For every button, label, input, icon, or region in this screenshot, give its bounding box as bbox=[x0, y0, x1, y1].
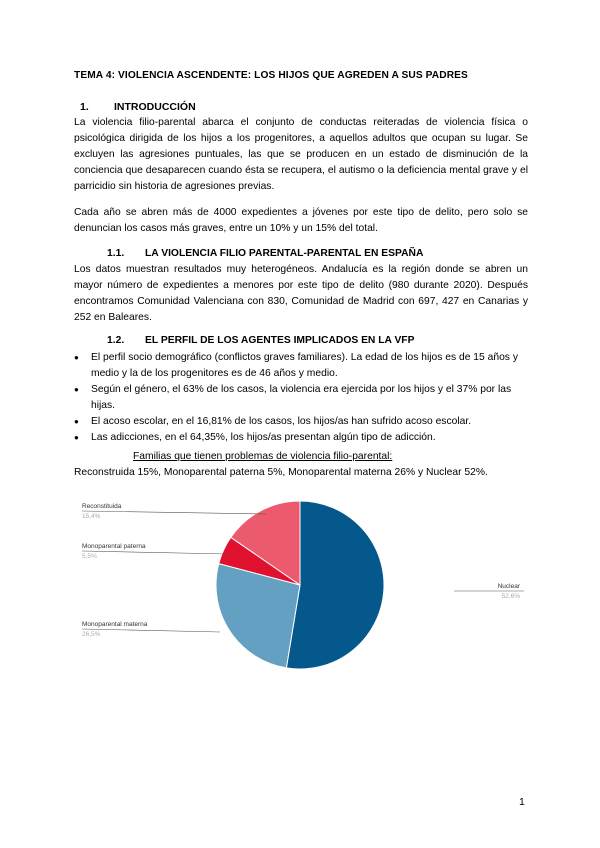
section-1-number: 1. bbox=[80, 101, 89, 113]
bullet-item-bullying: ● El acoso escolar, en el 16,81% de los casos, los hijos/as han sufrido acoso escolar. bbox=[74, 414, 528, 430]
pie-value-monoparental-paterna: 5,5% bbox=[82, 553, 97, 560]
section-1-2-heading bbox=[107, 335, 414, 346]
section-1-title: INTRODUCCIÓN bbox=[114, 101, 196, 113]
intro-paragraph: La violencia filio-parental abarca el conjunto de conductas reiteradas de violencia física o psicológica dirigida de los hijos a los progenitores, a aquellos adultos que ocupan su lugar. Se excluyen las agresiones puntuales, las que se producen en un estado de disminución de la conciencia que desaparecen cuando ésta se recupera, el autismo o la deficiencia mental grave y el parricidio sin historia de agresiones previas. bbox=[74, 117, 528, 192]
bullet-item-gender: ● Según el género, el 63% de los casos, la violencia era ejercida por los hijos y el 37% por las hijas. bbox=[74, 382, 528, 414]
section-1-2-title: EL PERFIL DE LOS AGENTES IMPLICADOS EN LA VFP bbox=[145, 335, 415, 346]
bullet-item-addictions: ● Las adicciones, en el 64,35%, los hijos/as presentan algún tipo de adicción. bbox=[74, 430, 528, 446]
pie-label-monoparental-materna: Monoparental materna bbox=[82, 621, 148, 628]
families-title: Familias que tienen problemas de violencia filio-parental: bbox=[133, 451, 393, 462]
bullet-item-sociodemographic: ● El perfil socio demográfico (conflictos graves familiares). La edad de los hijos es de 15 años y medio y la de los progenitores es de 46 años y medio. bbox=[74, 350, 528, 382]
section-1-1-heading bbox=[107, 248, 423, 259]
profile-bullet-list bbox=[74, 350, 528, 446]
document-title: TEMA 4: VIOLENCIA ASCENDENTE: LOS HIJOS QUE AGREDEN A SUS PADRES bbox=[74, 70, 468, 81]
expedientes-paragraph: Cada año se abren más de 4000 expedientes a jóvenes por este tipo de delito, pero solo se denuncian los casos más graves, entre un 10% y un 15% del total. bbox=[74, 207, 528, 234]
pie-label-monoparental-paterna: Monoparental paterna bbox=[82, 543, 146, 550]
pie-leader-line-monoparental-paterna bbox=[82, 551, 228, 554]
pie-value-monoparental-materna: 26,5% bbox=[82, 631, 101, 638]
section-1-heading bbox=[80, 101, 196, 113]
pie-slice-nuclear bbox=[286, 501, 384, 669]
spain-paragraph: Los datos muestran resultados muy heterogéneos. Andalucía es la región donde se abren un mayor número de expedientes a menores por este tipo de delito (980 durante 2020). Después encontramos Comunidad Valenciana con 830, Comunidad de Madrid con 697, 427 en Canarias y 252 en Baleares. bbox=[74, 264, 528, 323]
section-1-2-number: 1.2. bbox=[107, 335, 125, 346]
pie-leader-line-reconstituida bbox=[82, 511, 266, 514]
pie-value-reconstituida: 15,4% bbox=[82, 513, 101, 520]
pie-label-reconstituida: Reconstituida bbox=[82, 503, 122, 510]
pie-leader-line-monoparental-materna bbox=[82, 629, 220, 632]
pie-label-nuclear: Nuclear bbox=[497, 583, 520, 590]
section-1-1-number: 1.1. bbox=[107, 248, 125, 259]
families-text: Reconstruida 15%, Monoparental paterna 5%, Monoparental materna 26% y Nuclear 52%. bbox=[74, 467, 488, 478]
section-1-1-title: LA VIOLENCIA FILIO PARENTAL-PARENTAL EN ESPAÑA bbox=[145, 248, 424, 259]
page-number: 1 bbox=[519, 796, 525, 808]
pie-value-nuclear: 52,6% bbox=[501, 593, 520, 600]
family-type-pie-chart bbox=[70, 490, 540, 680]
